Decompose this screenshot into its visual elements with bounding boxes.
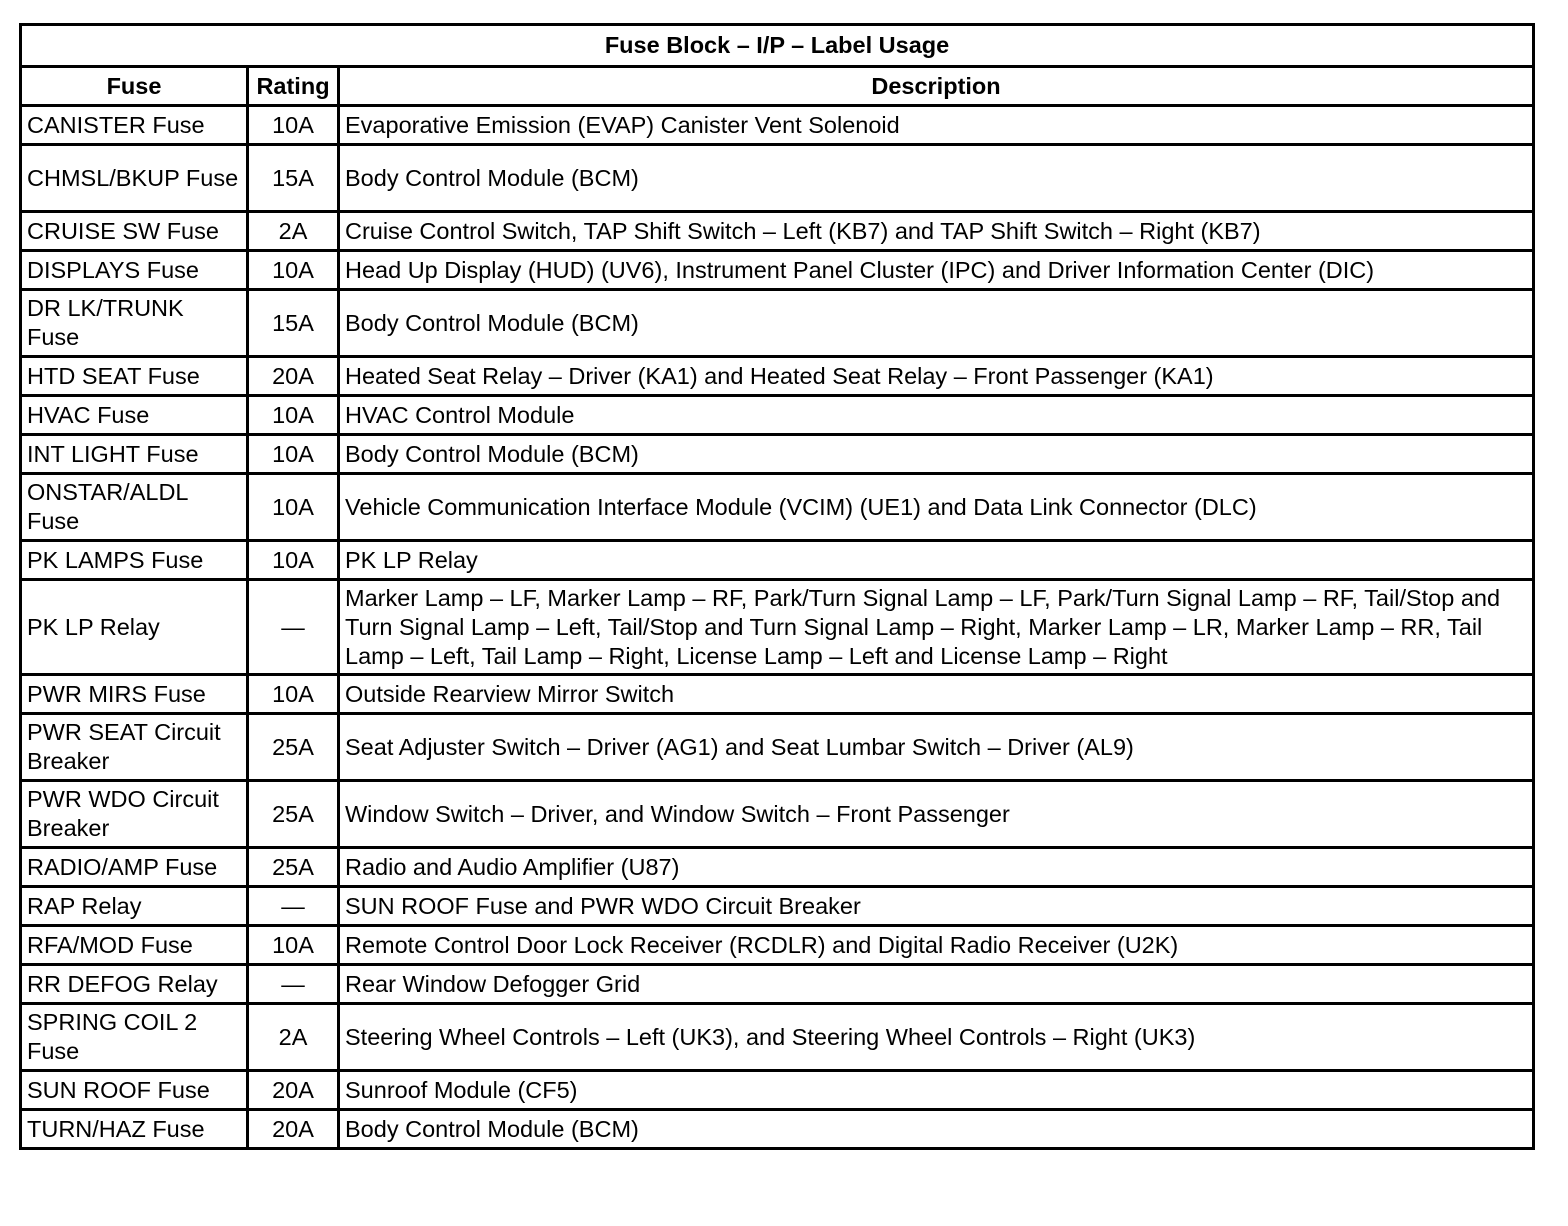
description-cell: Sunroof Module (CF5) bbox=[339, 1071, 1534, 1110]
rating-cell: 10A bbox=[248, 541, 339, 580]
fuse-cell: PWR WDO Circuit Breaker bbox=[21, 781, 248, 848]
fuse-cell: RR DEFOG Relay bbox=[21, 965, 248, 1004]
table-row bbox=[21, 714, 1534, 781]
table-row bbox=[21, 435, 1534, 474]
rating-cell: — bbox=[248, 965, 339, 1004]
fuse-cell: HTD SEAT Fuse bbox=[21, 357, 248, 396]
rating-cell: 2A bbox=[248, 212, 339, 251]
table-row bbox=[21, 396, 1534, 435]
table-row bbox=[21, 212, 1534, 251]
description-cell: Body Control Module (BCM) bbox=[339, 435, 1534, 474]
fuse-cell: CANISTER Fuse bbox=[21, 106, 248, 145]
table-row bbox=[21, 781, 1534, 848]
rating-cell: 10A bbox=[248, 106, 339, 145]
table-row bbox=[21, 251, 1534, 290]
description-cell: Body Control Module (BCM) bbox=[339, 290, 1534, 357]
table-row bbox=[21, 106, 1534, 145]
description-cell: Remote Control Door Lock Receiver (RCDLR) and Digital Radio Receiver (U2K) bbox=[339, 926, 1534, 965]
description-cell: Seat Adjuster Switch – Driver (AG1) and Seat Lumbar Switch – Driver (AL9) bbox=[339, 714, 1534, 781]
description-cell: Vehicle Communication Interface Module (VCIM) (UE1) and Data Link Connector (DLC) bbox=[339, 474, 1534, 541]
fuse-cell: PWR MIRS Fuse bbox=[21, 675, 248, 714]
fuse-cell: RAP Relay bbox=[21, 887, 248, 926]
fuse-cell: PWR SEAT Circuit Breaker bbox=[21, 714, 248, 781]
table-row bbox=[21, 580, 1534, 675]
fuse-cell: SUN ROOF Fuse bbox=[21, 1071, 248, 1110]
description-cell: Evaporative Emission (EVAP) Canister Vent Solenoid bbox=[339, 106, 1534, 145]
header-description: Description bbox=[339, 67, 1534, 106]
rating-cell: 10A bbox=[248, 675, 339, 714]
fuse-cell: CHMSL/BKUP Fuse bbox=[21, 145, 248, 212]
description-cell: Window Switch – Driver, and Window Switch – Front Passenger bbox=[339, 781, 1534, 848]
fuse-cell: ONSTAR/ALDL Fuse bbox=[21, 474, 248, 541]
description-cell: Body Control Module (BCM) bbox=[339, 1110, 1534, 1149]
table-header-row bbox=[21, 67, 1534, 106]
description-cell: Outside Rearview Mirror Switch bbox=[339, 675, 1534, 714]
table-row bbox=[21, 145, 1534, 212]
table-row bbox=[21, 1110, 1534, 1149]
description-cell: Head Up Display (HUD) (UV6), Instrument Panel Cluster (IPC) and Driver Information Center (DIC) bbox=[339, 251, 1534, 290]
rating-cell: 15A bbox=[248, 290, 339, 357]
rating-cell: 10A bbox=[248, 926, 339, 965]
description-cell: HVAC Control Module bbox=[339, 396, 1534, 435]
rating-cell: 25A bbox=[248, 781, 339, 848]
description-cell: Steering Wheel Controls – Left (UK3), and Steering Wheel Controls – Right (UK3) bbox=[339, 1004, 1534, 1071]
table-row bbox=[21, 541, 1534, 580]
rating-cell: — bbox=[248, 887, 339, 926]
fuse-cell: TURN/HAZ Fuse bbox=[21, 1110, 248, 1149]
table-row bbox=[21, 848, 1534, 887]
fuse-cell: HVAC Fuse bbox=[21, 396, 248, 435]
rating-cell: 25A bbox=[248, 848, 339, 887]
rating-cell: — bbox=[248, 580, 339, 675]
rating-cell: 2A bbox=[248, 1004, 339, 1071]
table-row bbox=[21, 290, 1534, 357]
description-cell: Body Control Module (BCM) bbox=[339, 145, 1534, 212]
rating-cell: 10A bbox=[248, 396, 339, 435]
fuse-cell: SPRING COIL 2 Fuse bbox=[21, 1004, 248, 1071]
fuse-cell: RFA/MOD Fuse bbox=[21, 926, 248, 965]
fuse-cell: PK LP Relay bbox=[21, 580, 248, 675]
table-row bbox=[21, 1004, 1534, 1071]
fuse-cell: RADIO/AMP Fuse bbox=[21, 848, 248, 887]
header-rating: Rating bbox=[248, 67, 339, 106]
fuse-cell: DISPLAYS Fuse bbox=[21, 251, 248, 290]
fuse-cell: DR LK/TRUNK Fuse bbox=[21, 290, 248, 357]
table-row bbox=[21, 926, 1534, 965]
table-row bbox=[21, 887, 1534, 926]
rating-cell: 20A bbox=[248, 357, 339, 396]
description-cell: SUN ROOF Fuse and PWR WDO Circuit Breaker bbox=[339, 887, 1534, 926]
fuse-cell: CRUISE SW Fuse bbox=[21, 212, 248, 251]
rating-cell: 10A bbox=[248, 435, 339, 474]
fuse-label-table bbox=[19, 23, 1535, 1150]
description-cell: Rear Window Defogger Grid bbox=[339, 965, 1534, 1004]
table-row bbox=[21, 474, 1534, 541]
table-row bbox=[21, 1071, 1534, 1110]
fuse-cell: INT LIGHT Fuse bbox=[21, 435, 248, 474]
rating-cell: 25A bbox=[248, 714, 339, 781]
description-cell: PK LP Relay bbox=[339, 541, 1534, 580]
fuse-cell: PK LAMPS Fuse bbox=[21, 541, 248, 580]
table-row bbox=[21, 965, 1534, 1004]
description-cell: Heated Seat Relay – Driver (KA1) and Heated Seat Relay – Front Passenger (KA1) bbox=[339, 357, 1534, 396]
description-cell: Marker Lamp – LF, Marker Lamp – RF, Park/Turn Signal Lamp – LF, Park/Turn Signal Lamp – RF, Tail/Stop and Turn Signal Lamp – Left, Tail/Stop and Turn Signal Lamp – Right, Marker Lamp – LR, Marker Lamp – RR, Tail Lamp – Left, Tail Lamp – Right, License Lamp – Left and License Lamp – Right bbox=[339, 580, 1534, 675]
rating-cell: 15A bbox=[248, 145, 339, 212]
table-row bbox=[21, 675, 1534, 714]
rating-cell: 10A bbox=[248, 251, 339, 290]
description-cell: Cruise Control Switch, TAP Shift Switch – Left (KB7) and TAP Shift Switch – Right (KB7) bbox=[339, 212, 1534, 251]
rating-cell: 20A bbox=[248, 1071, 339, 1110]
header-fuse: Fuse bbox=[21, 67, 248, 106]
description-cell: Radio and Audio Amplifier (U87) bbox=[339, 848, 1534, 887]
rating-cell: 20A bbox=[248, 1110, 339, 1149]
table-title-row bbox=[21, 25, 1534, 67]
rating-cell: 10A bbox=[248, 474, 339, 541]
table-title: Fuse Block – I/P – Label Usage bbox=[21, 25, 1534, 67]
table-row bbox=[21, 357, 1534, 396]
